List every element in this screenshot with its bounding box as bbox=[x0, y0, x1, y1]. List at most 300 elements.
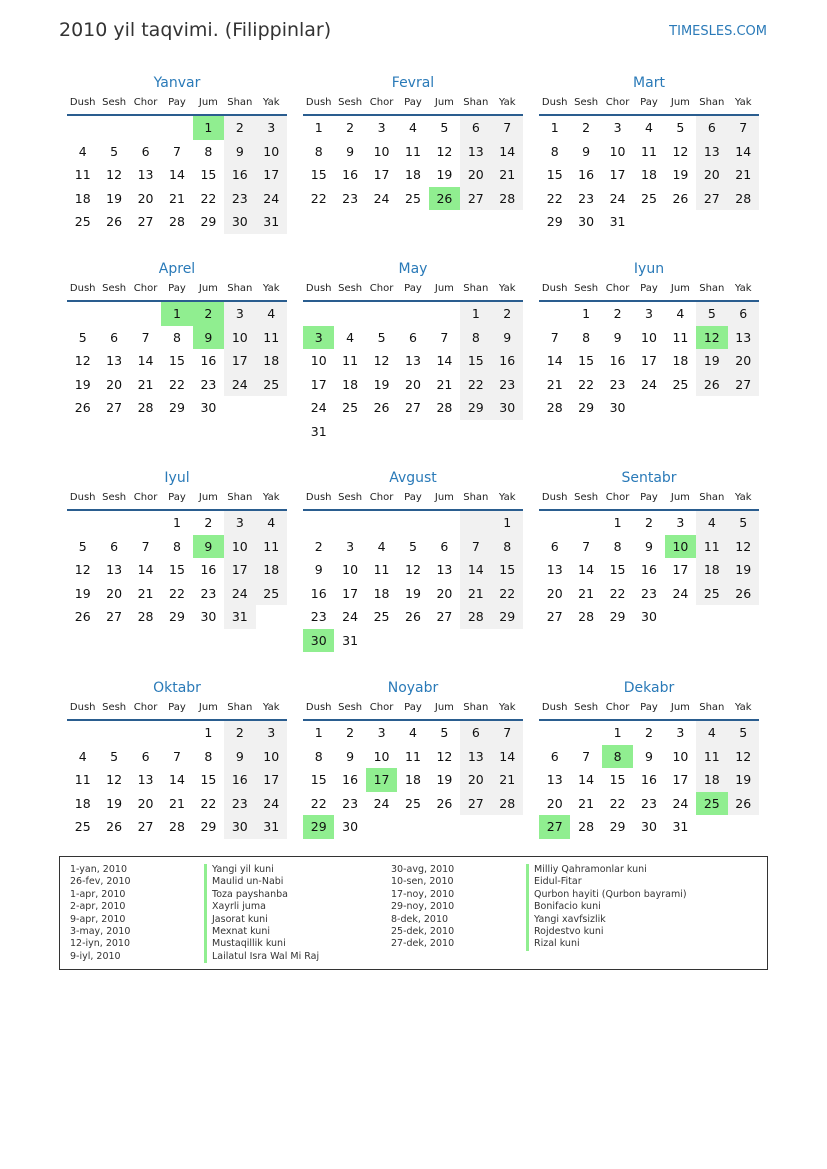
day-cell[interactable]: 30 bbox=[200, 400, 217, 415]
day-cell[interactable]: 8 bbox=[550, 143, 559, 159]
day-cell[interactable]: 14 bbox=[492, 745, 523, 769]
day-cell[interactable]: 13 bbox=[696, 140, 727, 164]
day-cell[interactable]: 29 bbox=[546, 214, 563, 229]
day-cell[interactable]: 4 bbox=[409, 120, 417, 135]
day-cell[interactable]: 20 bbox=[460, 768, 491, 792]
day-cell[interactable]: 3 bbox=[224, 302, 255, 326]
day-cell[interactable]: 8 bbox=[492, 535, 523, 559]
day-cell[interactable]: 28 bbox=[137, 609, 154, 624]
day-cell[interactable]: 13 bbox=[405, 353, 421, 368]
day-cell[interactable]: 9 bbox=[492, 326, 523, 350]
day-cell[interactable]: 29 bbox=[460, 396, 491, 420]
day-cell[interactable]: 6 bbox=[550, 748, 559, 764]
day-cell[interactable]: 11 bbox=[256, 535, 287, 559]
day-cell[interactable]: 6 bbox=[141, 748, 150, 764]
day-cell[interactable]: 30 bbox=[224, 210, 255, 234]
day-cell[interactable]: 22 bbox=[200, 190, 217, 206]
day-cell[interactable]: 27 bbox=[460, 792, 491, 816]
day-cell[interactable]: 11 bbox=[672, 329, 689, 345]
day-cell[interactable]: 21 bbox=[137, 376, 154, 392]
day-cell[interactable]: 8 bbox=[314, 143, 323, 159]
day-cell[interactable]: 2 bbox=[346, 725, 355, 740]
day-cell[interactable]: 24 bbox=[672, 795, 689, 811]
day-cell[interactable]: 13 bbox=[106, 562, 123, 577]
day-cell[interactable]: 26 bbox=[106, 214, 123, 229]
day-cell[interactable]: 4 bbox=[346, 329, 355, 345]
day-cell[interactable]: 4 bbox=[645, 120, 653, 135]
day-cell[interactable]: 14 bbox=[169, 167, 185, 182]
day-cell[interactable]: 8 bbox=[613, 538, 622, 554]
day-cell[interactable]: 12 bbox=[728, 535, 759, 559]
day-cell[interactable]: 25 bbox=[256, 582, 287, 606]
day-cell[interactable]: 1 bbox=[204, 725, 213, 740]
day-cell[interactable]: 18 bbox=[405, 167, 421, 182]
day-cell[interactable]: 22 bbox=[546, 190, 563, 206]
day-cell[interactable]: 16 bbox=[310, 585, 327, 601]
day-cell[interactable]: 1 bbox=[550, 120, 559, 135]
day-cell[interactable]: 9 bbox=[582, 143, 591, 159]
day-cell[interactable]: 24 bbox=[342, 609, 359, 624]
day-cell[interactable]: 26 bbox=[728, 582, 759, 606]
day-cell[interactable]: 18 bbox=[74, 795, 91, 811]
day-cell[interactable]: 29 bbox=[609, 819, 626, 834]
day-cell[interactable]: 23 bbox=[200, 585, 217, 601]
day-cell[interactable]: 17 bbox=[672, 772, 689, 787]
day-cell[interactable]: 14 bbox=[546, 353, 563, 368]
day-cell[interactable]: 18 bbox=[672, 353, 689, 368]
day-cell[interactable]: 30 bbox=[224, 815, 255, 839]
day-cell[interactable]: 9 bbox=[645, 538, 653, 554]
holiday-day-cell[interactable]: 2 bbox=[193, 302, 224, 326]
day-cell[interactable]: 30 bbox=[342, 819, 359, 834]
day-cell[interactable]: 10 bbox=[256, 140, 287, 164]
day-cell[interactable]: 5 bbox=[728, 511, 759, 535]
day-cell[interactable]: 8 bbox=[582, 329, 591, 345]
day-cell[interactable]: 5 bbox=[676, 120, 685, 135]
holiday-day-cell[interactable]: 8 bbox=[602, 745, 633, 769]
day-cell[interactable]: 21 bbox=[578, 795, 595, 811]
day-cell[interactable]: 31 bbox=[256, 815, 287, 839]
day-cell[interactable]: 15 bbox=[200, 167, 217, 182]
day-cell[interactable]: 17 bbox=[256, 768, 287, 792]
day-cell[interactable]: 22 bbox=[609, 795, 626, 811]
day-cell[interactable]: 30 bbox=[641, 609, 657, 624]
day-cell[interactable]: 14 bbox=[137, 562, 154, 577]
day-cell[interactable]: 22 bbox=[492, 582, 523, 606]
day-cell[interactable]: 13 bbox=[546, 562, 563, 577]
day-cell[interactable]: 26 bbox=[74, 400, 91, 415]
day-cell[interactable]: 26 bbox=[74, 609, 91, 624]
day-cell[interactable]: 3 bbox=[224, 511, 255, 535]
day-cell[interactable]: 31 bbox=[310, 423, 327, 439]
day-cell[interactable]: 2 bbox=[582, 120, 591, 135]
day-cell[interactable]: 28 bbox=[169, 819, 185, 834]
day-cell[interactable]: 17 bbox=[224, 558, 255, 582]
day-cell[interactable]: 16 bbox=[342, 167, 359, 182]
day-cell[interactable]: 15 bbox=[578, 353, 595, 368]
day-cell[interactable]: 20 bbox=[546, 795, 563, 811]
day-cell[interactable]: 27 bbox=[137, 819, 154, 834]
day-cell[interactable]: 12 bbox=[74, 353, 91, 368]
day-cell[interactable]: 19 bbox=[436, 772, 453, 787]
day-cell[interactable]: 10 bbox=[672, 748, 689, 764]
day-cell[interactable]: 26 bbox=[672, 190, 689, 206]
day-cell[interactable]: 31 bbox=[342, 632, 359, 648]
day-cell[interactable]: 13 bbox=[436, 562, 453, 577]
day-cell[interactable]: 19 bbox=[728, 558, 759, 582]
day-cell[interactable]: 2 bbox=[204, 515, 213, 530]
day-cell[interactable]: 19 bbox=[373, 376, 390, 392]
day-cell[interactable]: 29 bbox=[492, 605, 523, 629]
holiday-day-cell[interactable]: 9 bbox=[193, 535, 224, 559]
day-cell[interactable]: 17 bbox=[310, 376, 327, 392]
day-cell[interactable]: 30 bbox=[641, 819, 657, 834]
day-cell[interactable]: 24 bbox=[310, 400, 327, 415]
day-cell[interactable]: 18 bbox=[373, 585, 390, 601]
day-cell[interactable]: 18 bbox=[641, 167, 657, 182]
day-cell[interactable]: 15 bbox=[200, 772, 217, 787]
holiday-day-cell[interactable]: 9 bbox=[193, 326, 224, 350]
day-cell[interactable]: 4 bbox=[696, 721, 727, 745]
day-cell[interactable]: 4 bbox=[696, 511, 727, 535]
day-cell[interactable]: 30 bbox=[609, 400, 626, 415]
day-cell[interactable]: 3 bbox=[377, 120, 386, 135]
day-cell[interactable]: 11 bbox=[405, 748, 421, 764]
day-cell[interactable]: 2 bbox=[645, 515, 653, 530]
day-cell[interactable]: 1 bbox=[582, 306, 591, 321]
day-cell[interactable]: 14 bbox=[578, 772, 595, 787]
day-cell[interactable]: 20 bbox=[106, 585, 123, 601]
day-cell[interactable]: 10 bbox=[224, 326, 255, 350]
day-cell[interactable]: 10 bbox=[373, 143, 390, 159]
day-cell[interactable]: 8 bbox=[460, 326, 491, 350]
day-cell[interactable]: 4 bbox=[78, 748, 87, 764]
day-cell[interactable]: 12 bbox=[405, 562, 421, 577]
day-cell[interactable]: 4 bbox=[78, 143, 87, 159]
day-cell[interactable]: 3 bbox=[676, 725, 685, 740]
day-cell[interactable]: 5 bbox=[728, 721, 759, 745]
day-cell[interactable]: 5 bbox=[78, 329, 87, 345]
day-cell[interactable]: 3 bbox=[645, 306, 653, 321]
day-cell[interactable]: 16 bbox=[641, 562, 657, 577]
day-cell[interactable]: 1 bbox=[173, 515, 181, 530]
day-cell[interactable]: 11 bbox=[696, 535, 727, 559]
day-cell[interactable]: 7 bbox=[582, 748, 591, 764]
day-cell[interactable]: 29 bbox=[578, 400, 595, 415]
day-cell[interactable]: 20 bbox=[696, 163, 727, 187]
day-cell[interactable]: 5 bbox=[440, 725, 449, 740]
day-cell[interactable]: 28 bbox=[492, 792, 523, 816]
day-cell[interactable]: 5 bbox=[696, 302, 727, 326]
day-cell[interactable]: 26 bbox=[728, 792, 759, 816]
day-cell[interactable]: 24 bbox=[641, 376, 657, 392]
day-cell[interactable]: 2 bbox=[613, 306, 622, 321]
day-cell[interactable]: 2 bbox=[645, 725, 653, 740]
day-cell[interactable]: 13 bbox=[106, 353, 123, 368]
day-cell[interactable]: 12 bbox=[728, 745, 759, 769]
day-cell[interactable]: 7 bbox=[728, 116, 759, 140]
day-cell[interactable]: 12 bbox=[106, 772, 123, 787]
day-cell[interactable]: 12 bbox=[436, 143, 453, 159]
day-cell[interactable]: 24 bbox=[373, 795, 390, 811]
day-cell[interactable]: 22 bbox=[460, 373, 491, 397]
day-cell[interactable]: 24 bbox=[224, 582, 255, 606]
day-cell[interactable]: 16 bbox=[641, 772, 657, 787]
day-cell[interactable]: 22 bbox=[609, 585, 626, 601]
day-cell[interactable]: 27 bbox=[106, 400, 123, 415]
day-cell[interactable]: 6 bbox=[409, 329, 417, 345]
day-cell[interactable]: 12 bbox=[672, 143, 689, 159]
day-cell[interactable]: 24 bbox=[256, 187, 287, 211]
holiday-day-cell[interactable]: 27 bbox=[539, 815, 570, 839]
day-cell[interactable]: 19 bbox=[436, 167, 453, 182]
day-cell[interactable]: 16 bbox=[492, 349, 523, 373]
day-cell[interactable]: 25 bbox=[405, 190, 421, 206]
day-cell[interactable]: 3 bbox=[377, 725, 386, 740]
day-cell[interactable]: 20 bbox=[137, 795, 154, 811]
day-cell[interactable]: 26 bbox=[106, 819, 123, 834]
day-cell[interactable]: 7 bbox=[492, 721, 523, 745]
day-cell[interactable]: 9 bbox=[224, 745, 255, 769]
holiday-day-cell[interactable]: 3 bbox=[303, 326, 334, 350]
day-cell[interactable]: 13 bbox=[137, 772, 154, 787]
day-cell[interactable]: 23 bbox=[609, 376, 626, 392]
day-cell[interactable]: 16 bbox=[578, 167, 595, 182]
day-cell[interactable]: 22 bbox=[169, 585, 185, 601]
day-cell[interactable]: 20 bbox=[106, 376, 123, 392]
day-cell[interactable]: 25 bbox=[405, 795, 421, 811]
day-cell[interactable]: 2 bbox=[224, 721, 255, 745]
day-cell[interactable]: 4 bbox=[409, 725, 417, 740]
day-cell[interactable]: 28 bbox=[728, 187, 759, 211]
day-cell[interactable]: 8 bbox=[314, 748, 323, 764]
day-cell[interactable]: 13 bbox=[460, 140, 491, 164]
day-cell[interactable]: 21 bbox=[728, 163, 759, 187]
day-cell[interactable]: 21 bbox=[137, 585, 154, 601]
holiday-day-cell[interactable]: 10 bbox=[665, 535, 696, 559]
day-cell[interactable]: 29 bbox=[609, 609, 626, 624]
day-cell[interactable]: 27 bbox=[106, 609, 123, 624]
day-cell[interactable]: 6 bbox=[440, 538, 449, 554]
day-cell[interactable]: 5 bbox=[110, 748, 119, 764]
day-cell[interactable]: 24 bbox=[373, 190, 390, 206]
day-cell[interactable]: 17 bbox=[609, 167, 626, 182]
day-cell[interactable]: 28 bbox=[578, 609, 595, 624]
day-cell[interactable]: 11 bbox=[373, 562, 390, 577]
day-cell[interactable]: 1 bbox=[460, 302, 491, 326]
day-cell[interactable]: 8 bbox=[173, 329, 181, 345]
day-cell[interactable]: 18 bbox=[74, 190, 91, 206]
day-cell[interactable]: 26 bbox=[436, 795, 453, 811]
day-cell[interactable]: 20 bbox=[405, 376, 421, 392]
day-cell[interactable]: 6 bbox=[110, 329, 119, 345]
day-cell[interactable]: 20 bbox=[728, 349, 759, 373]
day-cell[interactable]: 31 bbox=[256, 210, 287, 234]
day-cell[interactable]: 8 bbox=[173, 538, 181, 554]
day-cell[interactable]: 6 bbox=[728, 302, 759, 326]
day-cell[interactable]: 29 bbox=[169, 609, 185, 624]
day-cell[interactable]: 6 bbox=[460, 116, 491, 140]
day-cell[interactable]: 2 bbox=[314, 538, 323, 554]
holiday-day-cell[interactable]: 1 bbox=[161, 302, 192, 326]
day-cell[interactable]: 27 bbox=[405, 400, 421, 415]
day-cell[interactable]: 12 bbox=[373, 353, 390, 368]
day-cell[interactable]: 26 bbox=[405, 609, 421, 624]
day-cell[interactable]: 22 bbox=[578, 376, 595, 392]
day-cell[interactable]: 5 bbox=[78, 538, 87, 554]
day-cell[interactable]: 16 bbox=[342, 772, 359, 787]
day-cell[interactable]: 22 bbox=[200, 795, 217, 811]
day-cell[interactable]: 9 bbox=[314, 562, 323, 577]
day-cell[interactable]: 10 bbox=[256, 745, 287, 769]
day-cell[interactable]: 19 bbox=[696, 349, 727, 373]
day-cell[interactable]: 29 bbox=[169, 400, 185, 415]
day-cell[interactable]: 18 bbox=[696, 558, 727, 582]
day-cell[interactable]: 18 bbox=[696, 768, 727, 792]
day-cell[interactable]: 23 bbox=[200, 376, 217, 392]
day-cell[interactable]: 18 bbox=[256, 558, 287, 582]
day-cell[interactable]: 15 bbox=[169, 562, 185, 577]
day-cell[interactable]: 22 bbox=[310, 795, 327, 811]
day-cell[interactable]: 10 bbox=[373, 748, 390, 764]
day-cell[interactable]: 9 bbox=[645, 748, 653, 764]
day-cell[interactable]: 7 bbox=[173, 748, 181, 764]
day-cell[interactable]: 28 bbox=[546, 400, 563, 415]
day-cell[interactable]: 6 bbox=[550, 538, 559, 554]
day-cell[interactable]: 10 bbox=[641, 329, 657, 345]
day-cell[interactable]: 6 bbox=[141, 143, 150, 159]
day-cell[interactable]: 19 bbox=[405, 585, 421, 601]
day-cell[interactable]: 31 bbox=[672, 819, 689, 834]
day-cell[interactable]: 1 bbox=[314, 725, 323, 740]
day-cell[interactable]: 27 bbox=[728, 373, 759, 397]
day-cell[interactable]: 28 bbox=[492, 187, 523, 211]
day-cell[interactable]: 7 bbox=[141, 329, 150, 345]
day-cell[interactable]: 28 bbox=[460, 605, 491, 629]
day-cell[interactable]: 14 bbox=[436, 353, 453, 368]
day-cell[interactable]: 16 bbox=[609, 353, 626, 368]
day-cell[interactable]: 23 bbox=[578, 190, 595, 206]
day-cell[interactable]: 22 bbox=[169, 376, 185, 392]
day-cell[interactable]: 15 bbox=[546, 167, 563, 182]
day-cell[interactable]: 13 bbox=[728, 326, 759, 350]
day-cell[interactable]: 23 bbox=[641, 585, 657, 601]
day-cell[interactable]: 1 bbox=[314, 120, 323, 135]
day-cell[interactable]: 4 bbox=[256, 511, 287, 535]
day-cell[interactable]: 4 bbox=[377, 538, 386, 554]
day-cell[interactable]: 18 bbox=[256, 349, 287, 373]
day-cell[interactable]: 24 bbox=[672, 585, 689, 601]
day-cell[interactable]: 19 bbox=[728, 768, 759, 792]
day-cell[interactable]: 19 bbox=[672, 167, 689, 182]
day-cell[interactable]: 10 bbox=[224, 535, 255, 559]
day-cell[interactable]: 27 bbox=[460, 187, 491, 211]
day-cell[interactable]: 21 bbox=[436, 376, 453, 392]
day-cell[interactable]: 19 bbox=[74, 376, 91, 392]
day-cell[interactable]: 26 bbox=[696, 373, 727, 397]
day-cell[interactable]: 27 bbox=[137, 214, 154, 229]
day-cell[interactable]: 27 bbox=[546, 609, 563, 624]
day-cell[interactable]: 11 bbox=[696, 745, 727, 769]
day-cell[interactable]: 27 bbox=[696, 187, 727, 211]
day-cell[interactable]: 15 bbox=[492, 558, 523, 582]
day-cell[interactable]: 13 bbox=[546, 772, 563, 787]
day-cell[interactable]: 17 bbox=[256, 163, 287, 187]
day-cell[interactable]: 15 bbox=[460, 349, 491, 373]
day-cell[interactable]: 3 bbox=[256, 116, 287, 140]
day-cell[interactable]: 20 bbox=[546, 585, 563, 601]
day-cell[interactable]: 12 bbox=[436, 748, 453, 764]
holiday-day-cell[interactable]: 30 bbox=[303, 629, 334, 653]
day-cell[interactable]: 16 bbox=[224, 163, 255, 187]
day-cell[interactable]: 5 bbox=[409, 538, 417, 554]
day-cell[interactable]: 5 bbox=[440, 120, 449, 135]
day-cell[interactable]: 8 bbox=[204, 748, 213, 764]
day-cell[interactable]: 21 bbox=[492, 768, 523, 792]
day-cell[interactable]: 10 bbox=[310, 353, 327, 368]
day-cell[interactable]: 12 bbox=[106, 167, 123, 182]
day-cell[interactable]: 11 bbox=[342, 353, 359, 368]
day-cell[interactable]: 26 bbox=[373, 400, 390, 415]
day-cell[interactable]: 14 bbox=[460, 558, 491, 582]
day-cell[interactable]: 7 bbox=[492, 116, 523, 140]
day-cell[interactable]: 14 bbox=[492, 140, 523, 164]
day-cell[interactable]: 23 bbox=[641, 795, 657, 811]
day-cell[interactable]: 10 bbox=[342, 562, 359, 577]
day-cell[interactable]: 6 bbox=[460, 721, 491, 745]
day-cell[interactable]: 15 bbox=[310, 772, 327, 787]
day-cell[interactable]: 11 bbox=[256, 326, 287, 350]
day-cell[interactable]: 4 bbox=[256, 302, 287, 326]
day-cell[interactable]: 7 bbox=[173, 143, 181, 159]
day-cell[interactable]: 25 bbox=[256, 373, 287, 397]
day-cell[interactable]: 29 bbox=[200, 214, 217, 229]
day-cell[interactable]: 25 bbox=[672, 376, 689, 392]
day-cell[interactable]: 22 bbox=[310, 190, 327, 206]
day-cell[interactable]: 3 bbox=[346, 538, 355, 554]
day-cell[interactable]: 11 bbox=[641, 143, 657, 159]
day-cell[interactable]: 25 bbox=[641, 190, 657, 206]
holiday-day-cell[interactable]: 12 bbox=[696, 326, 727, 350]
day-cell[interactable]: 7 bbox=[460, 535, 491, 559]
day-cell[interactable]: 23 bbox=[310, 609, 327, 624]
day-cell[interactable]: 11 bbox=[74, 772, 91, 787]
day-cell[interactable]: 23 bbox=[342, 795, 359, 811]
day-cell[interactable]: 9 bbox=[346, 748, 355, 764]
day-cell[interactable]: 17 bbox=[373, 167, 390, 182]
day-cell[interactable]: 4 bbox=[676, 306, 685, 321]
day-cell[interactable]: 29 bbox=[200, 819, 217, 834]
day-cell[interactable]: 17 bbox=[342, 585, 359, 601]
day-cell[interactable]: 1 bbox=[613, 515, 622, 530]
day-cell[interactable]: 16 bbox=[224, 768, 255, 792]
day-cell[interactable]: 18 bbox=[405, 772, 421, 787]
day-cell[interactable]: 25 bbox=[342, 400, 359, 415]
day-cell[interactable]: 15 bbox=[169, 353, 185, 368]
day-cell[interactable]: 7 bbox=[141, 538, 150, 554]
day-cell[interactable]: 6 bbox=[110, 538, 119, 554]
day-cell[interactable]: 21 bbox=[169, 190, 185, 206]
day-cell[interactable]: 30 bbox=[200, 609, 217, 624]
day-cell[interactable]: 6 bbox=[696, 116, 727, 140]
day-cell[interactable]: 15 bbox=[609, 772, 626, 787]
day-cell[interactable]: 7 bbox=[440, 329, 449, 345]
day-cell[interactable]: 24 bbox=[224, 373, 255, 397]
day-cell[interactable]: 21 bbox=[460, 582, 491, 606]
holiday-day-cell[interactable]: 29 bbox=[303, 815, 334, 839]
day-cell[interactable]: 14 bbox=[169, 772, 185, 787]
day-cell[interactable]: 3 bbox=[676, 515, 685, 530]
